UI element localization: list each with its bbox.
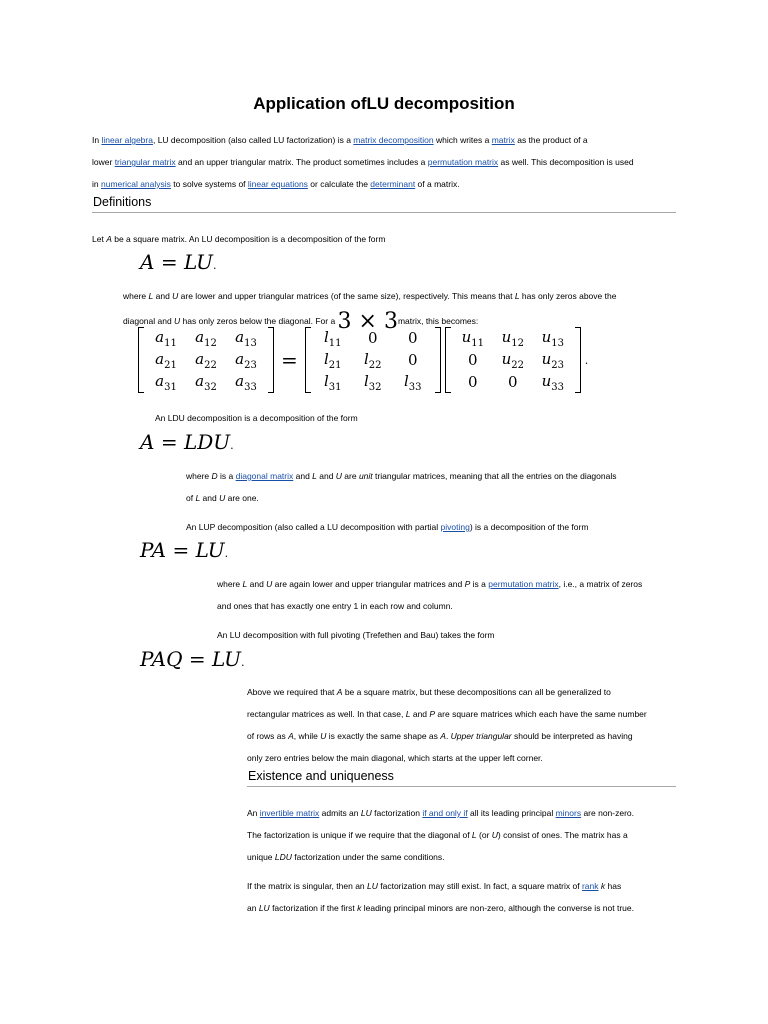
equation-plu: PA = LU. [140,538,229,562]
matrix-a-cell: $a_{23}$ [235,349,257,371]
matrix-l-cell: $l_{33}$ [403,371,422,393]
matrix-l-cell: $l_{32}$ [363,371,382,393]
equals-sign: = [281,348,298,372]
intro-line-3: in numerical analysis to solve systems of linear equations or calculate the determinant of a matrix. [92,179,460,189]
matrix-u-cell: $u_{23}$ [541,349,564,371]
link-minors[interactable]: minors [555,808,582,818]
matrix-l-cell: 0 [367,329,378,347]
intro-line-1: In linear algebra, LU decomposition (also called LU factorization) is a matrix decomposition which writes a matrix as the product of a [92,135,588,145]
definition-paragraph-1: Let A be a square matrix. An LU decomposition is a decomposition of the form [92,234,386,244]
existence-paragraph-1-line-1: An invertible matrix admits an LU factorization if and only if all its leading principal minors are non-zero. [247,808,635,818]
section-rule [92,212,676,213]
definition-paragraph-3: An LDU decomposition is a decomposition of the form [155,413,358,423]
link-matrix[interactable]: matrix [491,135,515,145]
definition-paragraph-8-line-4: only zero entries below the main diagonal, which starts at the upper left corner. [247,753,543,763]
equation-lu: A = LU. [140,250,217,274]
section-rule-2 [247,786,676,787]
matrix-a [138,327,274,393]
link-permutation-matrix-2[interactable]: permutation matrix [488,579,559,589]
existence-paragraph-1-line-3: unique LDU factorization under the same conditions. [247,852,445,862]
matrix-u-cell: 0 [467,351,478,369]
matrix-a-cell: $a_{22}$ [195,349,217,371]
existence-paragraph-2-line-1: If the matrix is singular, then an LU factorization may still exist. In fact, a square matrix of rank k has [247,881,622,891]
matrix-l [305,327,441,393]
link-invertible-matrix[interactable]: invertible matrix [259,808,320,818]
definition-paragraph-7: An LU decomposition with full pivoting (Trefethen and Bau) takes the form [217,630,495,640]
link-linear-equations[interactable]: linear equations [247,179,308,189]
link-triangular-matrix[interactable]: triangular matrix [114,157,176,167]
definition-paragraph-4-line-1: where D is a diagonal matrix and L and U are unit triangular matrices, meaning that all the entries on the diagonals [186,471,617,481]
equation-ldu: A = LDU. [140,430,234,454]
definition-paragraph-4-line-2: of L and U are one. [186,493,259,503]
definition-paragraph-6-line-2: and ones that has exactly one entry 1 in each row and column. [217,601,453,611]
section-heading-definitions: Definitions [93,195,152,209]
matrix-a-cell: $a_{32}$ [195,371,217,393]
matrix-a-cell: $a_{33}$ [235,371,257,393]
matrix-u-cell: $u_{13}$ [541,327,564,349]
equation-paqlu: PAQ = LU. [140,647,245,671]
matrix-l-cell: 0 [407,329,418,347]
matrix-u-cell: $u_{22}$ [501,349,524,371]
link-linear-algebra[interactable]: linear algebra [101,135,153,145]
link-diagonal-matrix[interactable]: diagonal matrix [235,471,294,481]
definition-paragraph-5: An LUP decomposition (also called a LU decomposition with partial pivoting) is a decomposition of the form [186,522,589,532]
existence-paragraph-1-line-2: The factorization is unique if we require that the diagonal of L (or U) consist of ones. The matrix has a [247,830,628,840]
math-3x3: 3 × 3 [337,309,398,334]
link-numerical-analysis[interactable]: numerical analysis [100,179,171,189]
matrix-u-cell: $u_{33}$ [541,371,564,393]
matrix-l-cell: $l_{21}$ [323,349,342,371]
matrix-u-cell: $u_{11}$ [461,327,484,349]
link-determinant[interactable]: determinant [370,179,416,189]
matrix-u [445,327,581,393]
page-title: Application ofLU decomposition [253,94,515,113]
matrix-a-cell: $a_{13}$ [235,327,257,349]
link-if-and-only-if[interactable]: if and only if [422,808,468,818]
definition-paragraph-2-line-1: where L and U are lower and upper triangular matrices (of the same size), respectively. This means that L has only zeros above the [123,291,617,301]
definition-paragraph-8-line-3: of rows as A, while U is exactly the same shape as A. Upper triangular should be interpreted as having [247,731,633,741]
matrix-u-cell: $u_{12}$ [501,327,524,349]
link-rank[interactable]: rank [581,881,599,891]
matrix-a-cell: $a_{21}$ [155,349,177,371]
matrix-u-cell: 0 [467,373,478,391]
matrix-l-cell: $l_{11}$ [323,327,342,349]
intro-line-2: lower triangular matrix and an upper triangular matrix. The product sometimes includes a permutation matrix as well. This decomposition is used [92,157,634,167]
existence-paragraph-2-line-2: an LU factorization if the first k leading principal minors are non-zero, although the converse is not true. [247,903,634,913]
matrix-period: . [584,353,589,367]
matrix-l-cell: $l_{22}$ [363,349,382,371]
matrix-l-cell: $l_{31}$ [323,371,342,393]
link-matrix-decomposition[interactable]: matrix decomposition [353,135,434,145]
matrix-l-cell: 0 [407,351,418,369]
link-permutation-matrix[interactable]: permutation matrix [427,157,499,167]
definition-paragraph-8-line-2: rectangular matrices as well. In that case, L and P are square matrices which each have the same number [247,709,647,719]
matrix-a-cell: $a_{31}$ [155,371,177,393]
section-heading-existence: Existence and uniqueness [248,769,394,783]
matrix-u-cell: 0 [507,373,518,391]
link-pivoting[interactable]: pivoting [440,522,470,532]
definition-paragraph-6-line-1: where L and U are again lower and upper triangular matrices and P is a permutation matrix, i.e., a matrix of zeros [217,579,643,589]
matrix-a-cell: $a_{12}$ [195,327,217,349]
definition-paragraph-8-line-1: Above we required that A be a square matrix, but these decompositions can all be generalized to [247,687,611,697]
definition-paragraph-2-line-2: diagonal and U has only zeros below the diagonal. For a 3 × 3 matrix, this becomes: [123,309,479,334]
matrix-equation [138,327,588,393]
matrix-a-cell: $a_{11}$ [155,327,177,349]
